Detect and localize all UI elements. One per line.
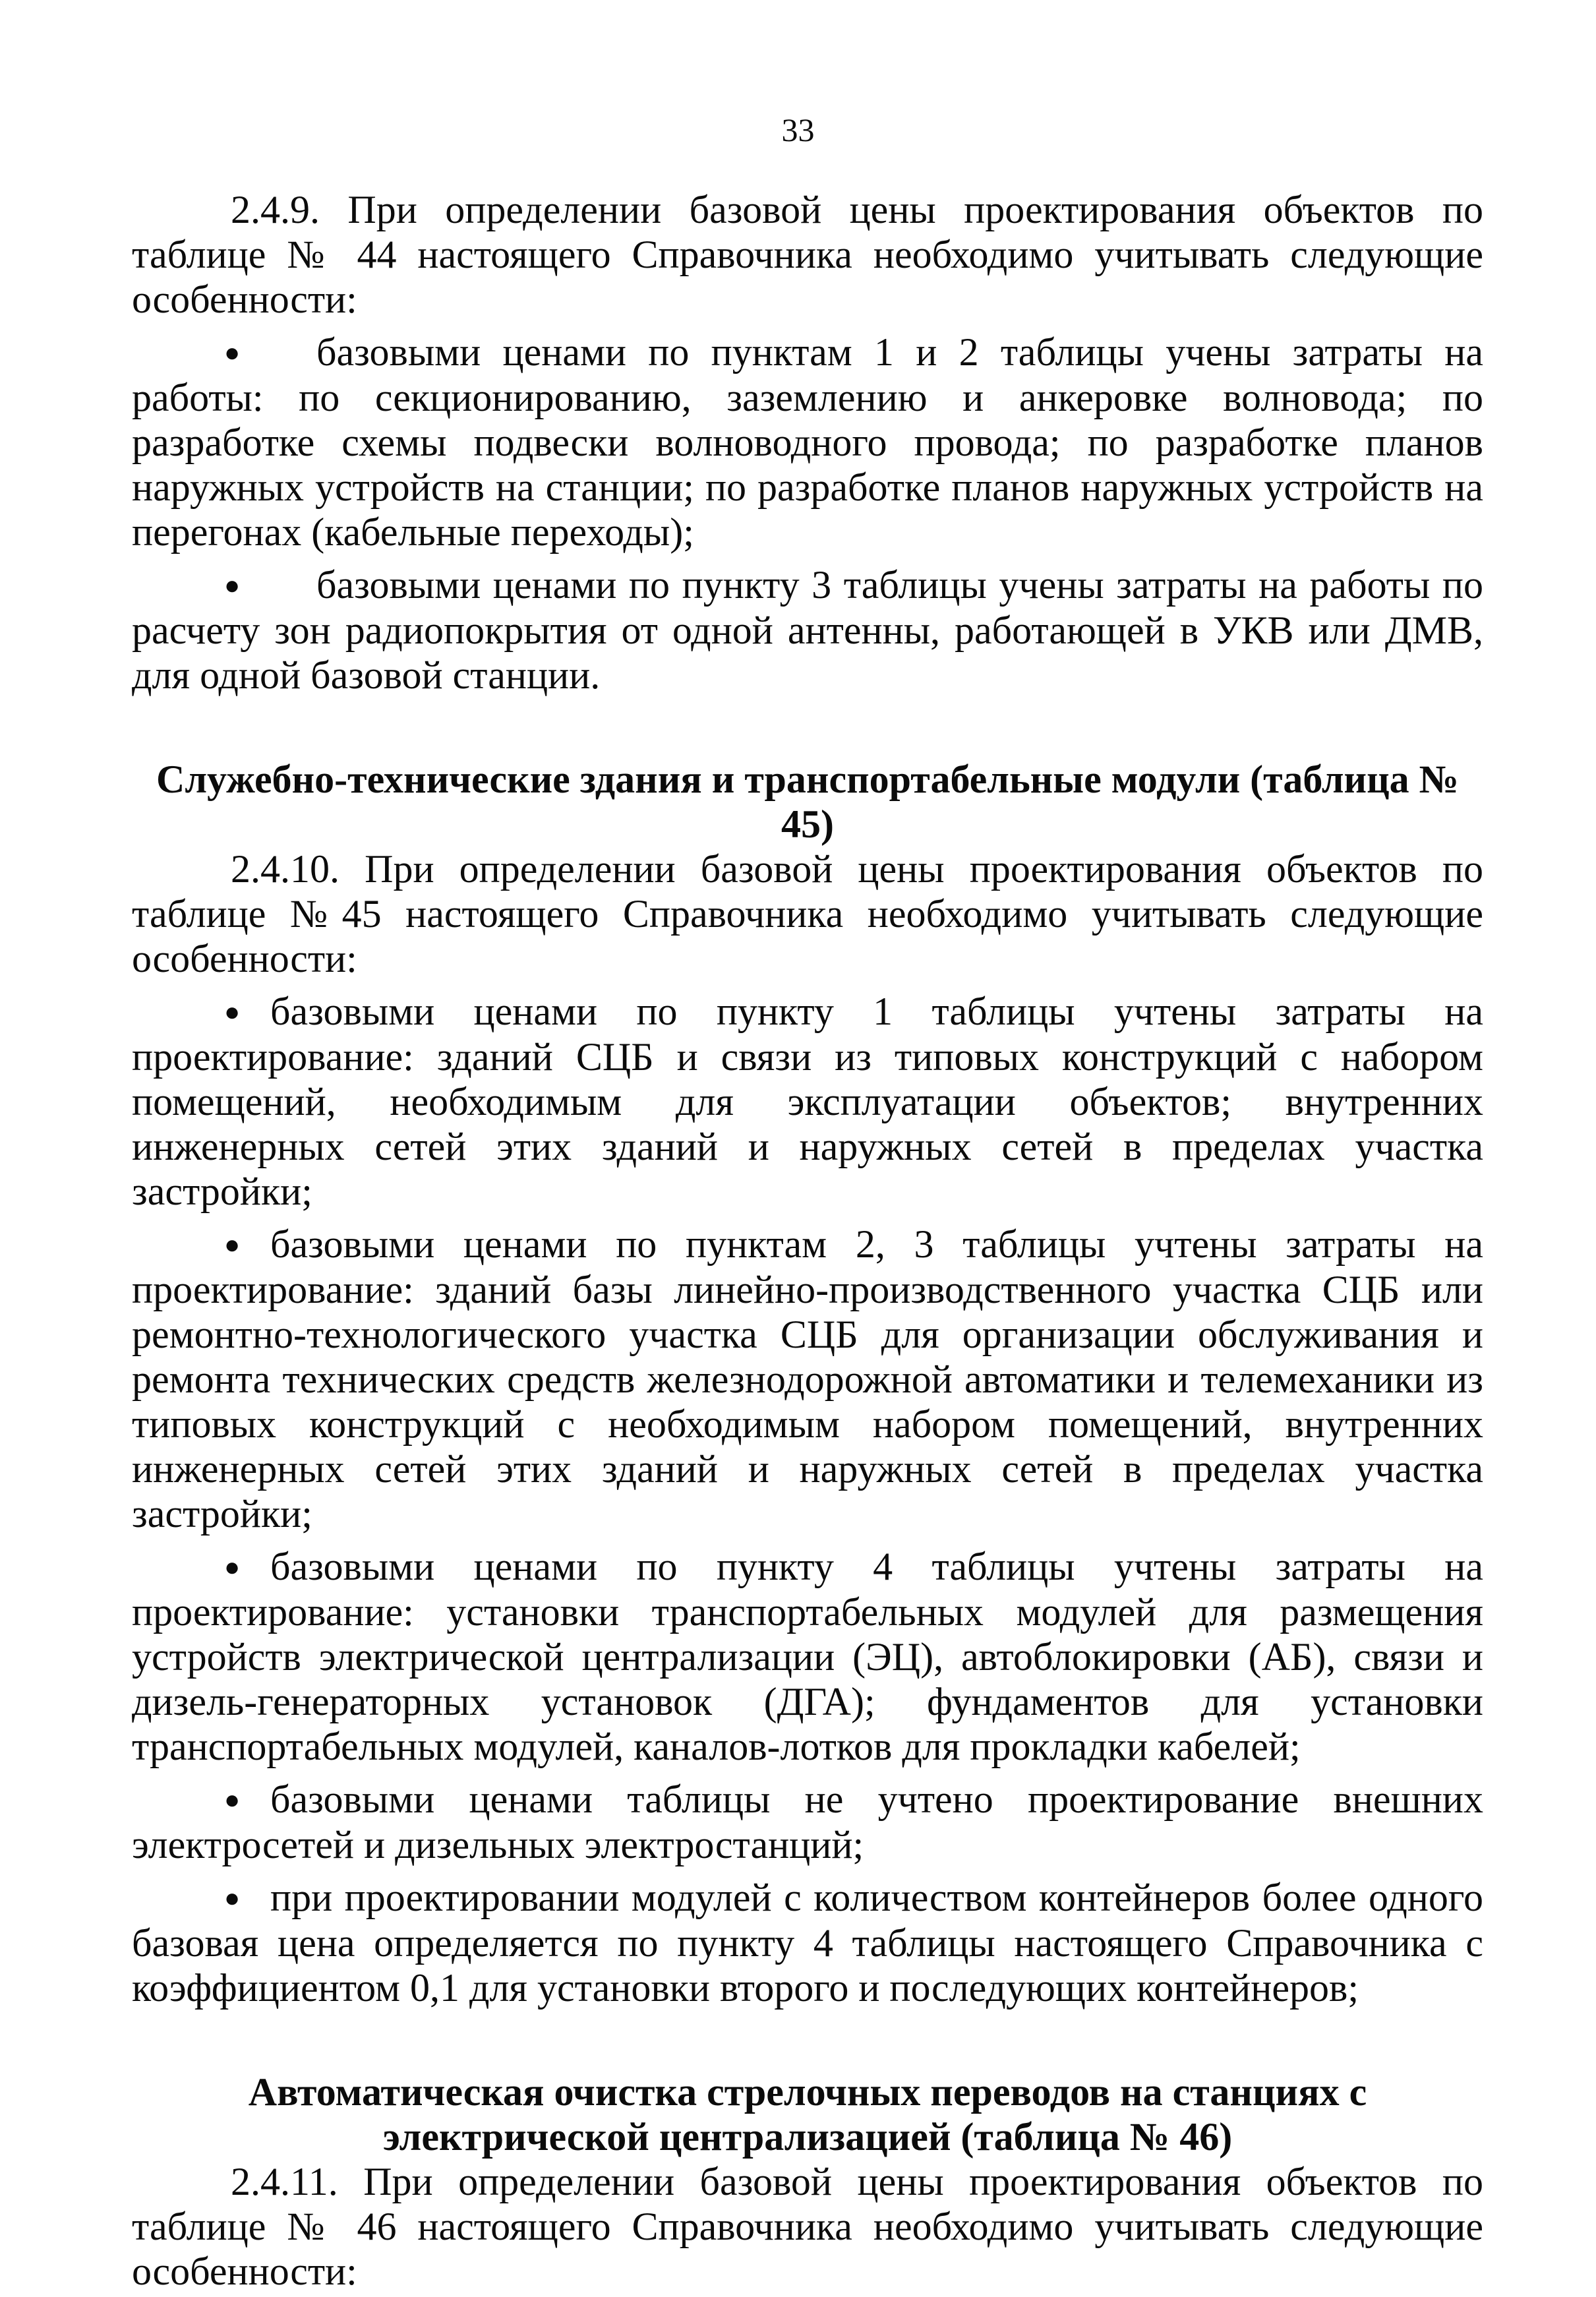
paragraph-2-4-11: 2.4.11. При определении базовой цены проектирования объектов по таблице № 46 настоящего Справочника необходимо учитывать следующие особенности:: [132, 2160, 1483, 2293]
section-heading-table-46-line2: электрической централизацией (таблица № 46): [382, 2115, 1233, 2159]
bullet-item: [132, 1875, 1483, 2010]
bullet-text: базовыми ценами по пункту 4 таблицы учтены затраты на проектирование: установки транспортабельных модулей для размещения устройств электрической централизации (ЭЦ), автоблокировки (АБ), связи и дизель-генераторных установок (ДГА); фундаментов для установки транспортабельных модулей, каналов-лотков для прокладки кабелей;: [132, 1545, 1483, 1768]
section-heading-table-46-line1: Автоматическая очистка стрелочных переводов на станциях с: [248, 2070, 1367, 2114]
bullet-item: [132, 1544, 1483, 1769]
bullet-text: базовыми ценами таблицы не учтено проектирование внешних электросетей и дизельных электростанций;: [132, 1777, 1483, 1866]
bullet-text: базовыми ценами по пункту 3 таблицы учены затраты на работы по расчету зон радиопокрытия от одной антенны, работающей в УКВ или ДМВ, для одной базовой станции.: [132, 563, 1483, 697]
section-heading-table-45: Служебно-технические здания и транспортабельные модули (таблица № 45): [156, 758, 1459, 846]
bullet-icon: ●: [224, 1883, 241, 1913]
bullet-text: базовыми ценами по пункту 1 таблицы учтены затраты на проектирование: зданий СЦБ и связи из типовых конструкций с набором помещений, необходимым для эксплуатации объектов; внутренних инженерных сетей этих зданий и наружных сетей в пределах участка застройки;: [132, 990, 1483, 1213]
bullet-icon: ●: [224, 1785, 241, 1814]
paragraph-2-4-9: 2.4.9. При определении базовой цены проектирования объектов по таблице № 44 настоящего Справочника необходимо учитывать следующие особенности:: [132, 188, 1483, 321]
bullet-text: базовыми ценами по пунктам 2, 3 таблицы учтены затраты на проектирование: зданий базы линейно-производственного участка СЦБ или ремонтно-технологического участка СЦБ для организации обслуживания и ремонта технических средств железнодорожной автоматики и телемеханики из типовых конструкций с необходимым набором помещений, внутренних инженерных сетей этих зданий и наружных сетей в пределах участка застройки;: [132, 1222, 1483, 1536]
paragraph-2-4-10: 2.4.10. При определении базовой цены проектирования объектов по таблице №45 настоящего Справочника необходимо учитывать следующие особенности:: [132, 847, 1483, 980]
bullet-item: [132, 1777, 1483, 1867]
bullet-icon: ●: [224, 1230, 241, 1259]
bullet-item: [132, 1222, 1483, 1536]
page-number: 33: [781, 111, 815, 148]
bullet-icon: ●: [224, 997, 241, 1027]
document-body: [132, 187, 1483, 2294]
bullet-item: [132, 562, 1483, 698]
bullet-item: [132, 989, 1483, 1214]
bullet-item: [132, 330, 1483, 554]
bullet-text: базовыми ценами по пунктам 1 и 2 таблицы учены затраты на работы: по секционированию, заземлению и анкеровке волновода; по разработке схемы подвески волноводного провода; по разработке планов наружных устройств на станции; по разработке планов наружных устройств на перегонах (кабельные переходы);: [132, 330, 1483, 554]
bullet-icon: ●: [224, 1552, 241, 1582]
bullet-icon: ●: [224, 338, 241, 367]
bullet-icon: ●: [224, 570, 241, 600]
bullet-text: при проектировании модулей с количеством контейнеров более одного базовая цена определяется по пункту 4 таблицы настоящего Справочника с коэффициентом 0,1 для установки второго и последующих контейнеров;: [132, 1876, 1483, 2010]
